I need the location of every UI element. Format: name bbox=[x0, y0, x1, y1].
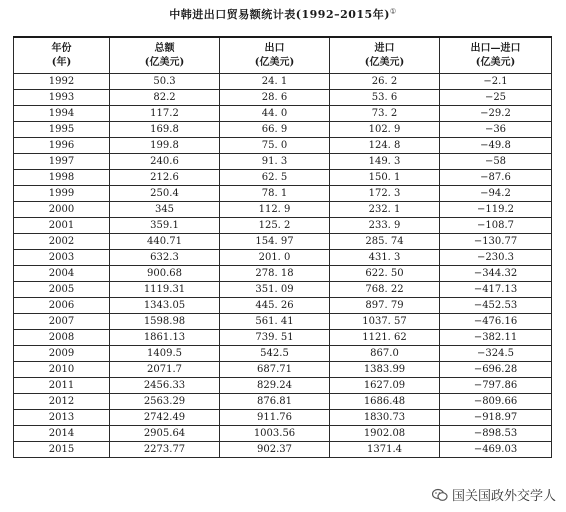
cell-import: 73. 2 bbox=[330, 106, 440, 122]
cell-import: 1371.4 bbox=[330, 442, 440, 458]
cell-balance: −898.53 bbox=[440, 426, 552, 442]
cell-total: 250.4 bbox=[110, 186, 220, 202]
cell-year: 2010 bbox=[14, 362, 110, 378]
table-row bbox=[14, 106, 552, 122]
cell-import: 897. 79 bbox=[330, 298, 440, 314]
table-row bbox=[14, 426, 552, 442]
cell-export: 445. 26 bbox=[220, 298, 330, 314]
table-row bbox=[14, 154, 552, 170]
cell-balance: −25 bbox=[440, 90, 552, 106]
cell-import: 150. 1 bbox=[330, 170, 440, 186]
cell-year: 2012 bbox=[14, 394, 110, 410]
cell-balance: −94.2 bbox=[440, 186, 552, 202]
cell-export: 687.71 bbox=[220, 362, 330, 378]
cell-year: 1996 bbox=[14, 138, 110, 154]
cell-total: 900.68 bbox=[110, 266, 220, 282]
cell-year: 2007 bbox=[14, 314, 110, 330]
cell-export: 911.76 bbox=[220, 410, 330, 426]
table-row bbox=[14, 138, 552, 154]
cell-balance: −382.11 bbox=[440, 330, 552, 346]
cell-export: 829.24 bbox=[220, 378, 330, 394]
header-year bbox=[14, 37, 110, 74]
table-row bbox=[14, 250, 552, 266]
cell-export: 44. 0 bbox=[220, 106, 330, 122]
cell-balance: −36 bbox=[440, 122, 552, 138]
cell-export: 154. 97 bbox=[220, 234, 330, 250]
cell-year: 2000 bbox=[14, 202, 110, 218]
header-total bbox=[110, 37, 220, 74]
cell-total: 2456.33 bbox=[110, 378, 220, 394]
table-row bbox=[14, 378, 552, 394]
cell-total: 345 bbox=[110, 202, 220, 218]
cell-balance: −2.1 bbox=[440, 74, 552, 90]
title-footnote-mark: ① bbox=[389, 7, 397, 16]
cell-import: 102. 9 bbox=[330, 122, 440, 138]
cell-year: 2008 bbox=[14, 330, 110, 346]
table-row bbox=[14, 186, 552, 202]
cell-year: 1994 bbox=[14, 106, 110, 122]
cell-year: 1993 bbox=[14, 90, 110, 106]
cell-export: 739. 51 bbox=[220, 330, 330, 346]
table-row bbox=[14, 362, 552, 378]
cell-balance: −476.16 bbox=[440, 314, 552, 330]
header-balance-label: 出口—进口 bbox=[470, 42, 521, 54]
table-row bbox=[14, 74, 552, 90]
cell-export: 24. 1 bbox=[220, 74, 330, 90]
cell-total: 2905.64 bbox=[110, 426, 220, 442]
cell-import: 1830.73 bbox=[330, 410, 440, 426]
header-year-label: 年份 bbox=[51, 42, 72, 54]
cell-import: 172. 3 bbox=[330, 186, 440, 202]
table-row bbox=[14, 90, 552, 106]
cell-import: 867.0 bbox=[330, 346, 440, 362]
cell-export: 62. 5 bbox=[220, 170, 330, 186]
cell-year: 2014 bbox=[14, 426, 110, 442]
cell-total: 212.6 bbox=[110, 170, 220, 186]
cell-year: 1997 bbox=[14, 154, 110, 170]
cell-year: 2013 bbox=[14, 410, 110, 426]
header-row bbox=[14, 37, 552, 74]
cell-import: 149. 3 bbox=[330, 154, 440, 170]
table-row bbox=[14, 410, 552, 426]
cell-year: 1998 bbox=[14, 170, 110, 186]
cell-total: 82.2 bbox=[110, 90, 220, 106]
cell-export: 201. 0 bbox=[220, 250, 330, 266]
cell-export: 78. 1 bbox=[220, 186, 330, 202]
header-total-label: 总额 bbox=[154, 42, 175, 54]
header-year-unit: (年) bbox=[51, 56, 72, 68]
cell-import: 53. 6 bbox=[330, 90, 440, 106]
header-import bbox=[330, 37, 440, 74]
table-row bbox=[14, 298, 552, 314]
cell-import: 1121. 62 bbox=[330, 330, 440, 346]
cell-balance: −417.13 bbox=[440, 282, 552, 298]
cell-balance: −29.2 bbox=[440, 106, 552, 122]
cell-total: 2563.29 bbox=[110, 394, 220, 410]
cell-total: 169.8 bbox=[110, 122, 220, 138]
header-export-label: 出口 bbox=[264, 42, 285, 54]
cell-import: 1627.09 bbox=[330, 378, 440, 394]
cell-year: 2005 bbox=[14, 282, 110, 298]
cell-export: 28. 6 bbox=[220, 90, 330, 106]
header-import-unit: (亿美元) bbox=[364, 56, 405, 68]
cell-total: 1598.98 bbox=[110, 314, 220, 330]
wechat-icon bbox=[432, 488, 448, 502]
cell-total: 1861.13 bbox=[110, 330, 220, 346]
cell-year: 2004 bbox=[14, 266, 110, 282]
table-row bbox=[14, 394, 552, 410]
cell-year: 1995 bbox=[14, 122, 110, 138]
cell-balance: −918.97 bbox=[440, 410, 552, 426]
header-export-unit: (亿美元) bbox=[254, 56, 295, 68]
cell-export: 91. 3 bbox=[220, 154, 330, 170]
cell-balance: −696.28 bbox=[440, 362, 552, 378]
cell-balance: −119.2 bbox=[440, 202, 552, 218]
cell-export: 278. 18 bbox=[220, 266, 330, 282]
cell-balance: −108.7 bbox=[440, 218, 552, 234]
cell-import: 1686.48 bbox=[330, 394, 440, 410]
cell-balance: −469.03 bbox=[440, 442, 552, 458]
cell-import: 124. 8 bbox=[330, 138, 440, 154]
cell-balance: −230.3 bbox=[440, 250, 552, 266]
cell-import: 768. 22 bbox=[330, 282, 440, 298]
cell-export: 75. 0 bbox=[220, 138, 330, 154]
cell-balance: −49.8 bbox=[440, 138, 552, 154]
table-row bbox=[14, 442, 552, 458]
cell-total: 440.71 bbox=[110, 234, 220, 250]
cell-total: 240.6 bbox=[110, 154, 220, 170]
cell-import: 431. 3 bbox=[330, 250, 440, 266]
cell-export: 902.37 bbox=[220, 442, 330, 458]
cell-year: 1999 bbox=[14, 186, 110, 202]
cell-total: 1119.31 bbox=[110, 282, 220, 298]
cell-year: 2006 bbox=[14, 298, 110, 314]
cell-balance: −324.5 bbox=[440, 346, 552, 362]
cell-export: 542.5 bbox=[220, 346, 330, 362]
table-body bbox=[14, 74, 552, 458]
cell-total: 2071.7 bbox=[110, 362, 220, 378]
cell-export: 876.81 bbox=[220, 394, 330, 410]
cell-year: 2003 bbox=[14, 250, 110, 266]
cell-export: 125. 2 bbox=[220, 218, 330, 234]
table-row bbox=[14, 170, 552, 186]
watermark bbox=[432, 485, 556, 504]
cell-export: 112. 9 bbox=[220, 202, 330, 218]
cell-total: 632.3 bbox=[110, 250, 220, 266]
cell-balance: −797.86 bbox=[440, 378, 552, 394]
cell-balance: −87.6 bbox=[440, 170, 552, 186]
cell-year: 2002 bbox=[14, 234, 110, 250]
title-text: 中韩进出口贸易额统计表(1992–2015年) bbox=[169, 8, 390, 21]
header-total-unit: (亿美元) bbox=[144, 56, 185, 68]
cell-balance: −809.66 bbox=[440, 394, 552, 410]
table-row bbox=[14, 330, 552, 346]
cell-year: 2009 bbox=[14, 346, 110, 362]
cell-import: 1383.99 bbox=[330, 362, 440, 378]
table-row bbox=[14, 202, 552, 218]
cell-year: 2015 bbox=[14, 442, 110, 458]
cell-export: 351. 09 bbox=[220, 282, 330, 298]
cell-total: 1343.05 bbox=[110, 298, 220, 314]
table-row bbox=[14, 234, 552, 250]
cell-import: 622. 50 bbox=[330, 266, 440, 282]
table-row bbox=[14, 314, 552, 330]
header-export bbox=[220, 37, 330, 74]
table-title bbox=[0, 6, 566, 22]
cell-import: 1902.08 bbox=[330, 426, 440, 442]
watermark-text: 国关国政外交学人 bbox=[451, 489, 556, 504]
cell-year: 2001 bbox=[14, 218, 110, 234]
cell-import: 1037. 57 bbox=[330, 314, 440, 330]
trade-table bbox=[13, 36, 552, 458]
cell-balance: −58 bbox=[440, 154, 552, 170]
cell-balance: −452.53 bbox=[440, 298, 552, 314]
cell-total: 117.2 bbox=[110, 106, 220, 122]
cell-import: 285. 74 bbox=[330, 234, 440, 250]
cell-import: 26. 2 bbox=[330, 74, 440, 90]
cell-total: 359.1 bbox=[110, 218, 220, 234]
cell-total: 1409.5 bbox=[110, 346, 220, 362]
cell-total: 2742.49 bbox=[110, 410, 220, 426]
cell-export: 561. 41 bbox=[220, 314, 330, 330]
cell-total: 2273.77 bbox=[110, 442, 220, 458]
cell-import: 233. 9 bbox=[330, 218, 440, 234]
table-row bbox=[14, 346, 552, 362]
table-row bbox=[14, 218, 552, 234]
cell-year: 1992 bbox=[14, 74, 110, 90]
table-row bbox=[14, 282, 552, 298]
header-balance bbox=[440, 37, 552, 74]
cell-total: 199.8 bbox=[110, 138, 220, 154]
table-row bbox=[14, 266, 552, 282]
cell-export: 66. 9 bbox=[220, 122, 330, 138]
cell-import: 232. 1 bbox=[330, 202, 440, 218]
cell-balance: −344.32 bbox=[440, 266, 552, 282]
cell-year: 2011 bbox=[14, 378, 110, 394]
header-balance-unit: (亿美元) bbox=[475, 56, 516, 68]
table-row bbox=[14, 122, 552, 138]
cell-total: 50.3 bbox=[110, 74, 220, 90]
header-import-label: 进口 bbox=[374, 42, 395, 54]
cell-balance: −130.77 bbox=[440, 234, 552, 250]
cell-export: 1003.56 bbox=[220, 426, 330, 442]
